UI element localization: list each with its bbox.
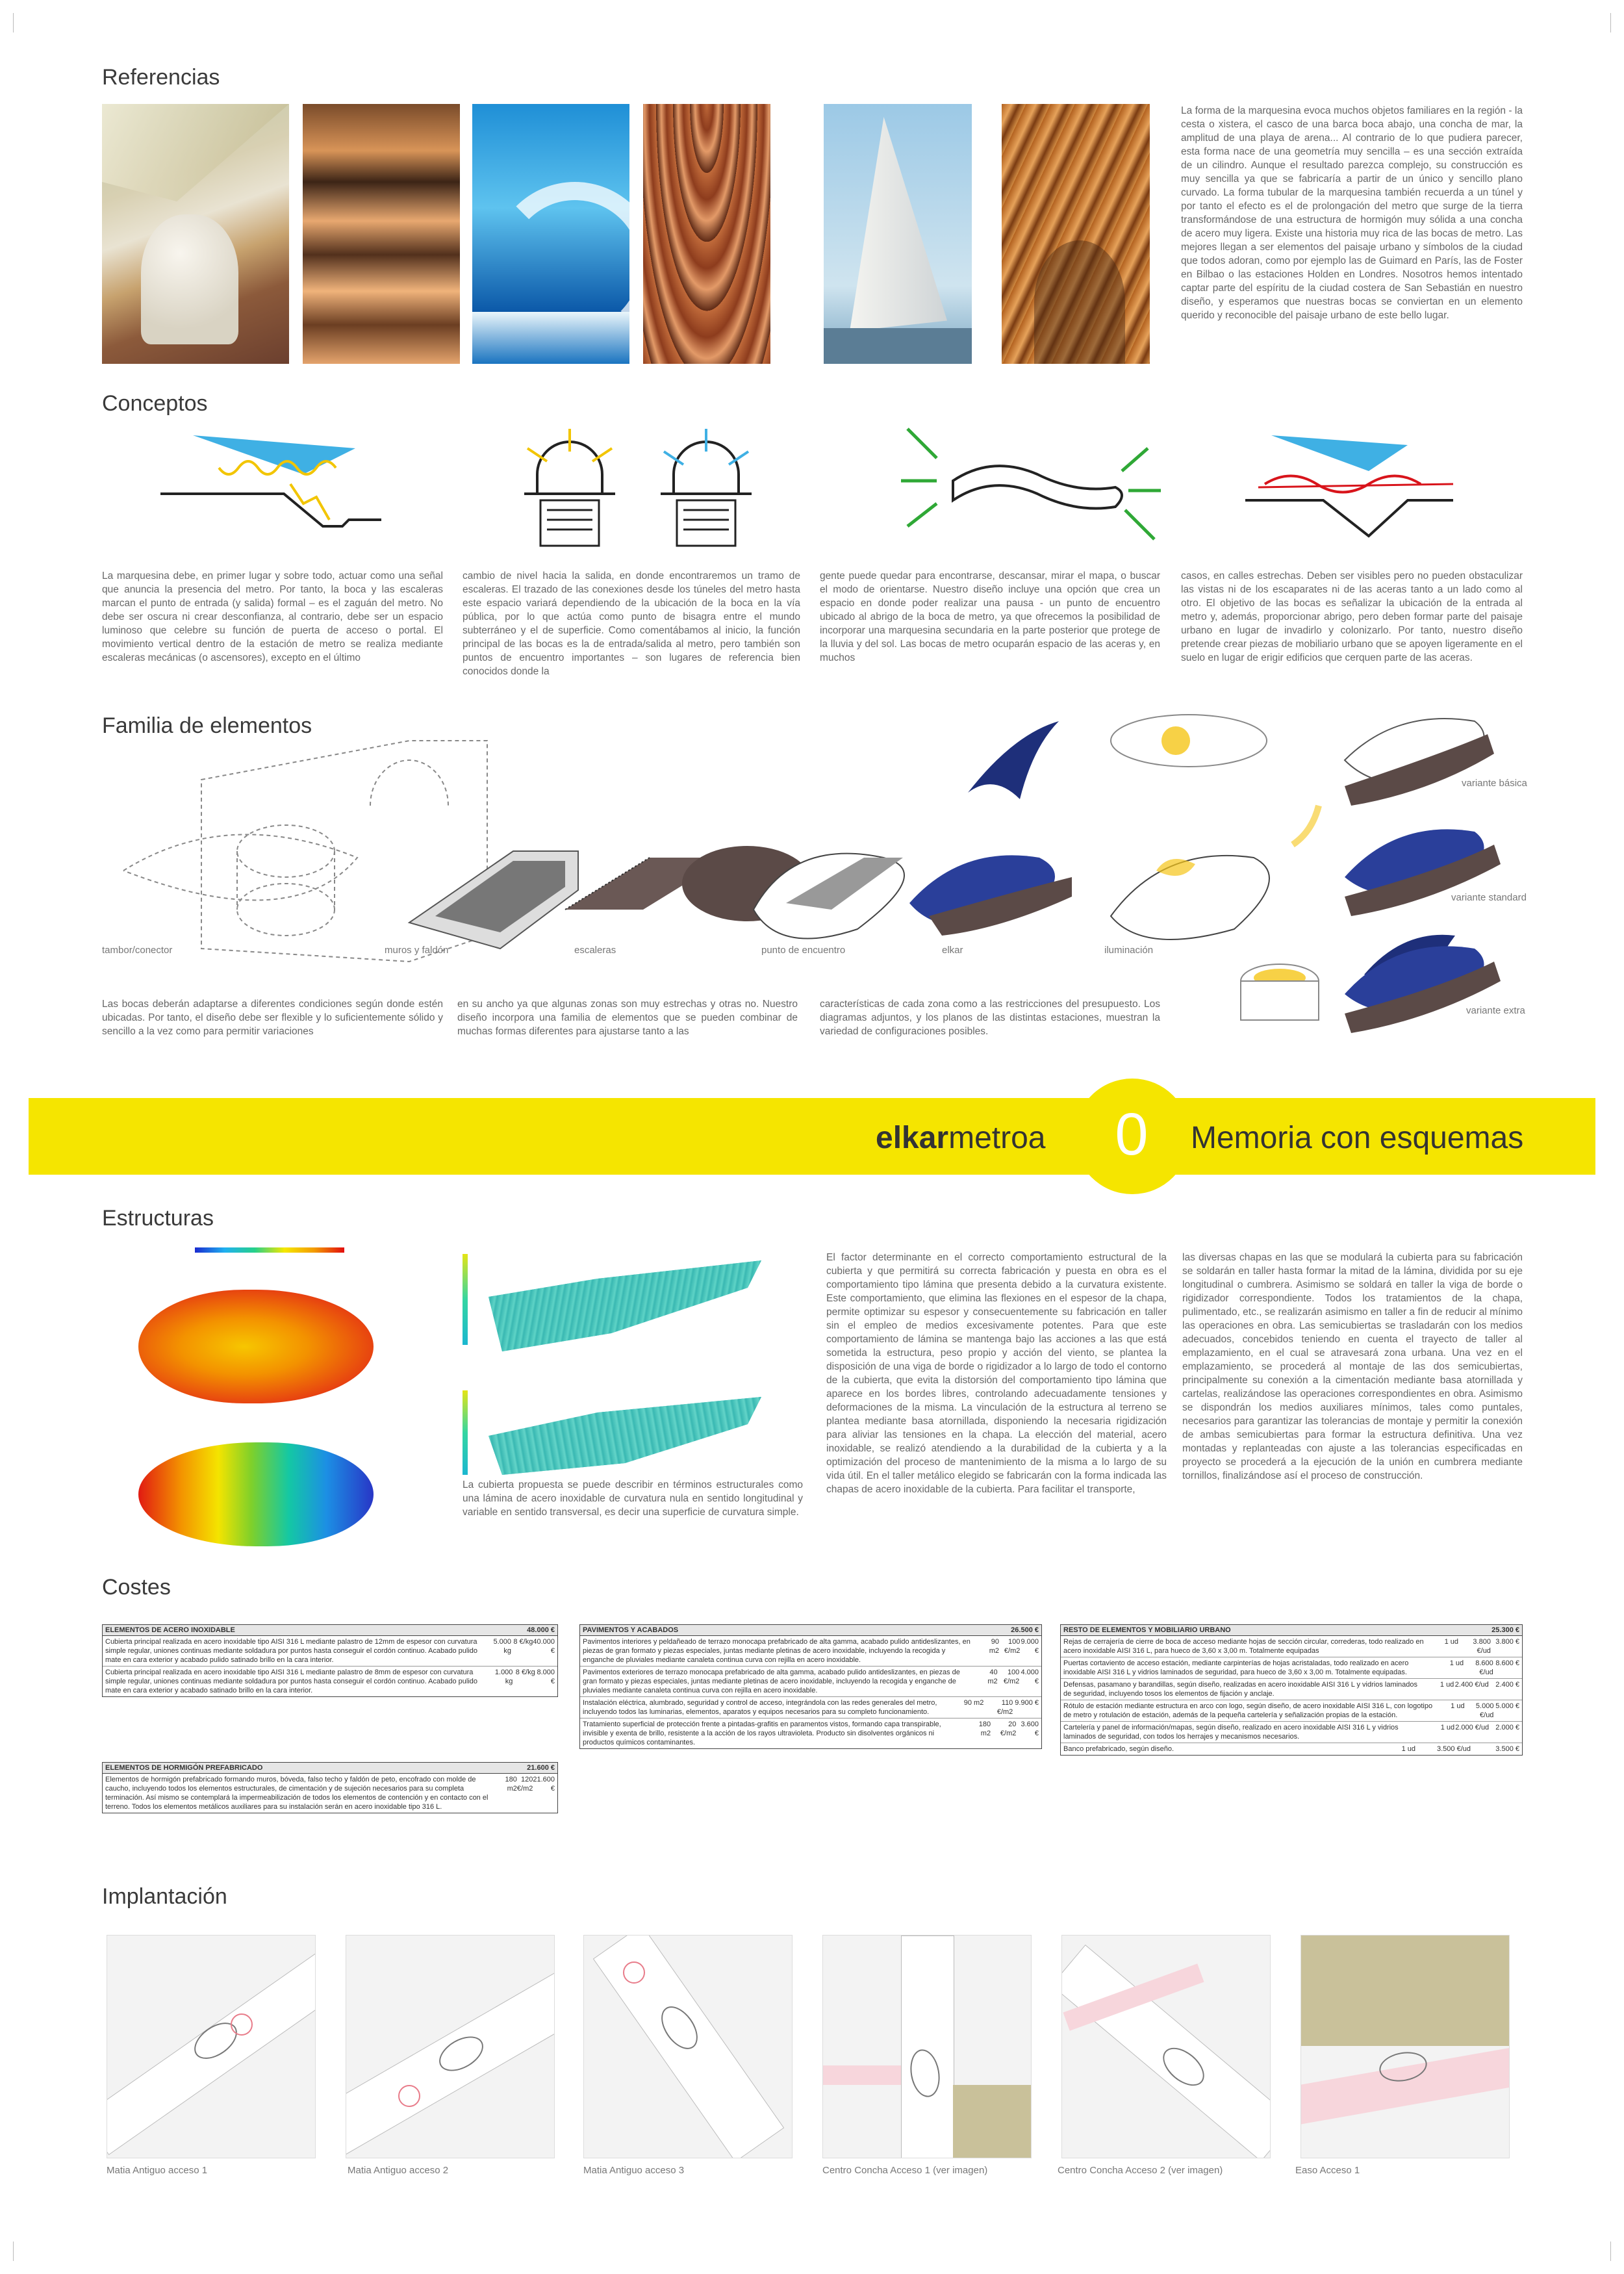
reference-photo-painting [102, 104, 289, 364]
site-label-6: Easo Acceso 1 [1295, 2165, 1360, 2176]
table-row: Instalación eléctrica, alumbrado, seguridad y control de acceso, integrándola con las redes generales del metro, incluyendo todos las luminarias, elementos, aparatos y equipos necesarios para su completo funcionamiento. 90 m2 110 €/m2 9.900 € [580, 1697, 1041, 1718]
table-row: Rejas de cerrajería de cierre de boca de acceso mediante hojas de sección circular, correderas, todo realizado en acero inoxidable AISI 316 L, para hueco de 3,60 x 3,00 m. Totalmente equipadas 1 ud 3.800 €/ud 3.800 € [1061, 1636, 1522, 1657]
cost-table-total: 21.600 € [527, 1764, 555, 1772]
familia-label-walls: muros y faldón [385, 945, 449, 956]
familia-text-col-1: Las bocas deberán adaptarse a diferentes condiciones según donde estén ubicadas. Por tanto, el diseño debe ser flexible y lo suficientemente sólido y sencillo a la vez como para permitir variaciones [102, 999, 443, 1037]
site-plan-2 [346, 1935, 555, 2158]
cost-table-acero [102, 1624, 558, 1697]
section-title-referencias: Referencias [102, 65, 220, 90]
site-label-2: Matia Antiguo acceso 2 [348, 2165, 449, 2176]
banner-title: Memoria con esquemas [1191, 1121, 1524, 1155]
site-plan-5 [1061, 1935, 1271, 2158]
crop-mark-bl [13, 2242, 28, 2261]
conceptos-text-col-1: La marquesina debe, en primer lugar y sobre todo, actuar como una señal que anuncia la presencia del metro. Por tanto, la boca y las escaleras marcan el punto de entrada (y salida) formal – es el zaguán del metro. No debe ser oscura ni crear desconfianza, al contrario, debe ser un espacio luminoso que celebre su función de puerta de acceso o portal. El movimiento vertical dentro de la estación de metro se realiza mediante escaleras mecánicas (o ascensores), excepto en el último [102, 570, 443, 663]
site-label-4: Centro Concha Acceso 1 (ver imagen) [822, 2165, 988, 2176]
variant-label-basic: variante básica [1462, 778, 1527, 789]
crop-mark-tr [1596, 13, 1611, 32]
concept-diagram-views [1245, 435, 1453, 536]
lighting-drawing [1111, 715, 1319, 1020]
estructuras-text-col-2: El factor determinante en el correcto comportamiento estructural de la cubierta y que permitirá su correcta fabricación y puesta en obra es el comportamiento tipo lámina que presenta debido a la curvatura existente. Este comportamiento, que elimina las flexiones en el espesor de la chapa, permite optimizar su espesor y consecuentemente su fabricación en taller sin el empleo de medios excesivamente potentes. Para que este comportamiento de lámina se mantenga bajo las acciones a las que está sometida la estructura, peso propio y acción del viento, se plantea la disposición de una viga de borde o rigidizador a lo largo de todo el contorno de la cubierta, que evita la distorsión del comportamiento tipo lámina que aparece en los bordes libres, controlando adecuadamente tensiones y deformaciones de la misma. La vinculación de la estructura al terreno se plantea mediante basa atornillada, disponiendo la necesaria rigidización para aliviar las tensiones en la chapa. La elección del material, acero inoxidable, se realizó atendiendo a la durabilidad de la cubierta y a la optimización del proceso de mantenimiento de la misma a lo largo de su vida útil. En el taller metálico elegido se fabricarán con la forma indicada las chapas de acero inoxidable de la cubierta. Para facilitar el transporte, [826, 1252, 1167, 1495]
site-plan-1 [107, 1935, 316, 2158]
familia-label-elkar: elkar [942, 945, 963, 956]
concept-diagrams [102, 422, 1531, 565]
title-banner [29, 1098, 1595, 1175]
reference-photo-basket [1002, 104, 1150, 364]
table-row: Elementos de hormigón prefabricado formando muros, bóveda, falso techo y faldón de peto, encofrado con molde de caucho, incluyendo todos los elementos estructurales, de cimentación y de sujeción necesarios para su completa terminación. Así mismo se contemplará la impermeabilización de todos los elementos de contención y en contacto con el terreno. Todos los elementos metálicos auxiliares para su instalación serán en acero inoxidable tipo 316 L. 180 m2 120 €/m2 21.600 € [105, 1776, 555, 1811]
site-label-5: Centro Concha Acceso 2 (ver imagen) [1058, 2165, 1223, 2176]
site-plan-4 [822, 1935, 1032, 2158]
reference-photo-dunes [303, 104, 460, 364]
fem-mesh-bottom [463, 1384, 768, 1488]
familia-label-drum: tambor/conector [102, 945, 173, 956]
table-row: Cartelería y panel de información/mapas, según diseño, realizado en acero inoxidable AISI 316 L y vidrios laminados de seguridad, con todos los herrajes y mecanismos necesarios. 1 ud 2.000 €/ud 2.000 € [1061, 1722, 1522, 1743]
table-row: Puertas cortaviento de acceso estación, mediante carpinterías de hojas acristaladas, todo realizado en acero inoxidable AISI 316 L y vidrios laminados de seguridad, para hueco de 3,60 x 3,00 m. Totalmente equipadas. 1 ud 8.600 €/ud 8.600 € [1061, 1657, 1522, 1679]
cost-table-title: ELEMENTOS DE HORMIGÓN PREFABRICADO [105, 1764, 263, 1772]
cost-table-title: PAVIMENTOS Y ACABADOS [583, 1626, 679, 1634]
cost-table-resto [1060, 1624, 1523, 1756]
brand-bold: elkar [876, 1121, 949, 1155]
table-row: Pavimentos exteriores de terrazo monocapa prefabricado de alta gamma, acabado pulido antideslizantes, en piezas de gran formato y piezas especiales, juntas mediante pletinas de acero inoxidable, incluyendo la recogida y enganche de pluviales mediante canaleta continua curva con rejilla en acero inoxidable. 40 m2 100 €/m2 4.000 € [580, 1667, 1041, 1697]
section-title-familia: Familia de elementos [102, 713, 312, 738]
familia-text-col-2: en su ancho ya que algunas zonas son muy estrechas y otras no. Nuestro diseño incorpora una familia de elementos que se pueden combinar de muchas formas diferentes para ajustarse tanto a las [457, 999, 798, 1037]
stress-colorbar [195, 1247, 344, 1253]
table-row: Cubierta principal realizada en acero inoxidable tipo AISI 316 L mediante palastro de 8mm de espesor con curvatura simple regular, uniones continuas mediante soldadura por puntos hasta conseguir el cordón continuo. Acabado pulido mate en cara exterior y acabado satinado brillo en la cara interior. 1.000 kg 8 €/kg 8.000 € [105, 1668, 555, 1694]
site-label-3: Matia Antiguo acceso 3 [583, 2165, 685, 2176]
concept-diagram-light-out [524, 429, 615, 546]
table-row: Banco prefabricado, según diseño. 1 ud 3.500 €/ud 3.500 € [1063, 1745, 1519, 1753]
elkar-shell-drawing [909, 721, 1072, 936]
concept-diagram-shelter [661, 429, 752, 546]
estructuras-text-col-1: La cubierta propuesta se puede describir en términos estructurales como una lámina de acero inoxidable de curvatura nula en sentido longitudinal y variable en sentido transversal, es decir una superficie de curvatura simple. [463, 1479, 803, 1518]
variant-extra-drawing [1345, 935, 1501, 1033]
conceptos-text-col-4: casos, en calles estrechas. Deben ser visibles pero no pueden obstaculizar las vistas ni de los escaparates ni de las aceras tanto a un lado como al otro. El objetivo de las bocas es señalizar la ubicación de la entrada al metro y, además, proporcionar abrigo, pero deben formar parte del paisaje urbano en lugar de invadirlo y colonizarlo. Por tanto, nuestro diseño pretende crear piezas de mobiliario urbano que se apoyen ligeramente en el suelo en lugar de erigir edificios que cerquen parte de las aceras. [1181, 570, 1523, 663]
crop-mark-br [1596, 2242, 1611, 2261]
variant-label-standard: variante standard [1451, 892, 1527, 903]
site-label-1: Matia Antiguo acceso 1 [107, 2165, 208, 2176]
section-title-implantacion: Implantación [102, 1884, 227, 1909]
table-row: Rótulo de estación mediante estructura en arco con logo, según diseño, de acero inoxidable AISI 316 L, con logotipo de metro y rotulación de estación, además de la pequeña cartelería y señalización propias de la estación. 1 ud 5.000 €/ud 5.000 € [1061, 1700, 1522, 1722]
familia-label-meeting: punto de encuentro [761, 945, 846, 956]
table-row: Pavimentos interiores y peldañeado de terrazo monocapa prefabricado de alta gamma, acabado pulido antideslizantes, en piezas de gran formato y piezas especiales, juntas mediante pletinas de acero inoxidable, incluyendo la recogida y enganche de pluviales mediante canaleta continua curva con rejilla en acero inoxidable. 90 m2 100 €/m2 9.000 € [580, 1636, 1041, 1667]
section-title-conceptos: Conceptos [102, 391, 208, 416]
cost-table-total: 48.000 € [527, 1626, 555, 1634]
estructuras-text-col-3: las diversas chapas en las que se modulará la cubierta para su fabricación se soldarán en taller hasta formar la mitad de la lámina, dividida por su eje longitudinal o cumbrera. Asimismo se soldará en taller la viga de borde o rigidizador correspondiente. Todos los tratamientos de la chapa, pulimentado, etc., se realizarán asimismo en taller a fin de reducir al mínimo las operaciones en obra. Las semicubiertas se trasladarán con los medios adecuados, concebidos teniendo en cuenta el trayecto de taller al emplazamiento, en el cual se atravesará zona urbana. Una vez en el emplazamiento, se procederá al montaje de las dos semicubiertas, principalmente su conexión a la cimentación mediante basa atornillada y cartelas, realizándose las operaciones correspondientes en obra. Asimismo se dispondrán los medios auxiliares mínimos, tales como puntales, necesarios para garantizar las tolerancias de montaje y permitir la conexión de ambas semicubiertas para formar la estructura definitiva. Una vez montadas y replanteadas con ajuste a las tolerancias especificadas en proyecto se procederá a la ejecución de la unión en cumbrera mediante tornillos, finalizándose así el proceso de construcción. [1182, 1252, 1523, 1481]
cost-table-total: 26.500 € [1011, 1626, 1039, 1634]
conceptos-text-col-2: cambio de nivel hacia la salida, en donde encontraremos un tramo de escaleras. El trazado de las conexiones desde los túneles del metro hasta este espacio variará dependiendo de la ubicación de la boca en la vía pública, por lo que actúa como punto de bisagra entre el mundo subterráneo y el de superficie. Como comentábamos al inicio, la función principal de las bocas es la de entrada/salida al metro, pero también son puntos de encuentro importantes – son lugares de referencia bien conocidos donde la [463, 570, 800, 677]
banner-number: 0 [1115, 1101, 1148, 1168]
section-title-costes: Costes [102, 1575, 171, 1600]
reference-photo-sail [824, 104, 972, 364]
familia-label-lighting: iluminación [1104, 945, 1154, 956]
familia-text-col-3: características de cada zona como a las restricciones del presupuesto. Los diagramas adjuntos, y los planos de las distintas estaciones, muestran la variedad de configuraciones posibles. [820, 999, 1160, 1037]
conceptos-text-col-3: gente puede quedar para encontrarse, descansar, mirar el mapa, o buscar el modo de orientarse. Nuestro diseño incluye una opción que crea un espacio en donde poder realizar una pausa - un punto de encuentro ubicado al abrigo de la boca de metro, ya que ofrecemos la posibilidad de incorporar una marquesina secundaria en la parte posterior que protege de la lluvia y del sol. Las bocas de metro ocuparán espacio de las aceras y, en muchos [820, 570, 1160, 663]
stress-map-bottom [138, 1442, 374, 1546]
cost-table-title: RESTO DE ELEMENTOS Y MOBILIARIO URBANO [1063, 1626, 1231, 1634]
brand-light: metroa [948, 1121, 1046, 1155]
stress-map-top [138, 1290, 374, 1403]
table-row: Tratamiento superficial de protección frente a pintadas-grafitis en paramentos vistos, formando capa transpirable, invisible y exenta de brillo, resistente a la acción de los rayos ultravioleta. Producto sin disolventes orgánicos ni productos químicos contaminantes. 180 m2 20 €/m2 3.600 € [583, 1720, 1039, 1746]
section-title-estructuras: Estructuras [102, 1206, 214, 1231]
referencias-text: La forma de la marquesina evoca muchos objetos familiares en la región - la cesta o xistera, el casco de una barca boca abajo, una concha de mar, la amplitud de una playa de arena... Al contrario de lo que pudiera parecer, esta forma nace de una geometría muy sencilla – es una sección extraída de un cilindro. Aunque el resultado parezca complejo, su construcción es muy sencilla ya que se fabricaría a partir de un único y sencillo plano curvado. La forma tubular de la marquesina también recuerda a un túnel y por tanto el efecto es el de prolongación del metro que surge de la tierra transformándose de una estructura de hormigón muy sólida a una concha de acero muy ligera. Existe una historia muy rica de las bocas de metro. Las mejores llegan a ser elementos del paisaje urbano y símbolos de la ciudad que todos adoran, como por ejemplo las de Guimard en París, las de Foster en Bilbao o las estaciones Holden en Londres. Nosotros hemos intentado captar parte del espíritu de la ciudad costera de San Sebastián en nuestro diseño, y esperamos que nuestras bocas se conviertan en un elemento querido y reconocible del paisaje urbano de este bello lugar. [1181, 105, 1523, 321]
cost-table-total: 25.300 € [1491, 1626, 1519, 1634]
reference-photo-tiles [643, 104, 770, 364]
variant-label-extra: variante extra [1466, 1005, 1525, 1016]
fem-mesh-top [463, 1247, 768, 1364]
familia-label-stairs: escaleras [574, 945, 616, 956]
cost-table-pavimentos [579, 1624, 1042, 1749]
variant-basic-drawing [1345, 719, 1494, 806]
table-row: Defensas, pasamano y barandillas, según diseño, realizadas en acero inoxidable AISI 316 L y vidrios laminados de seguridad, incluyendo tosos los elementos de fijación y anclaje. 1 ud 2.400 €/ud 2.400 € [1061, 1679, 1522, 1700]
reference-photo-wave [472, 104, 629, 364]
brand-logo [876, 1120, 1046, 1156]
site-plan-3 [583, 1935, 793, 2158]
table-row: Cubierta principal realizada en acero inoxidable tipo AISI 316 L mediante palastro de 12mm de espesor con curvatura simple regular, uniones continuas mediante soldadura por puntos hasta conseguir el cordón continuo. Acabado pulido mate en cara exterior y acabado pulido satinado brillo en la cara interior. 5.000 kg 8 €/kg 40.000 € [103, 1636, 557, 1667]
site-plan-6 [1300, 1935, 1510, 2158]
crop-mark-tl [13, 13, 28, 32]
cost-table-hormigon [102, 1762, 558, 1813]
concept-diagram-meeting-point [901, 429, 1161, 539]
walls-skirt-drawing [409, 851, 578, 949]
concept-diagram-signal [160, 435, 381, 526]
cost-table-title: ELEMENTOS DE ACERO INOXIDABLE [105, 1626, 235, 1634]
